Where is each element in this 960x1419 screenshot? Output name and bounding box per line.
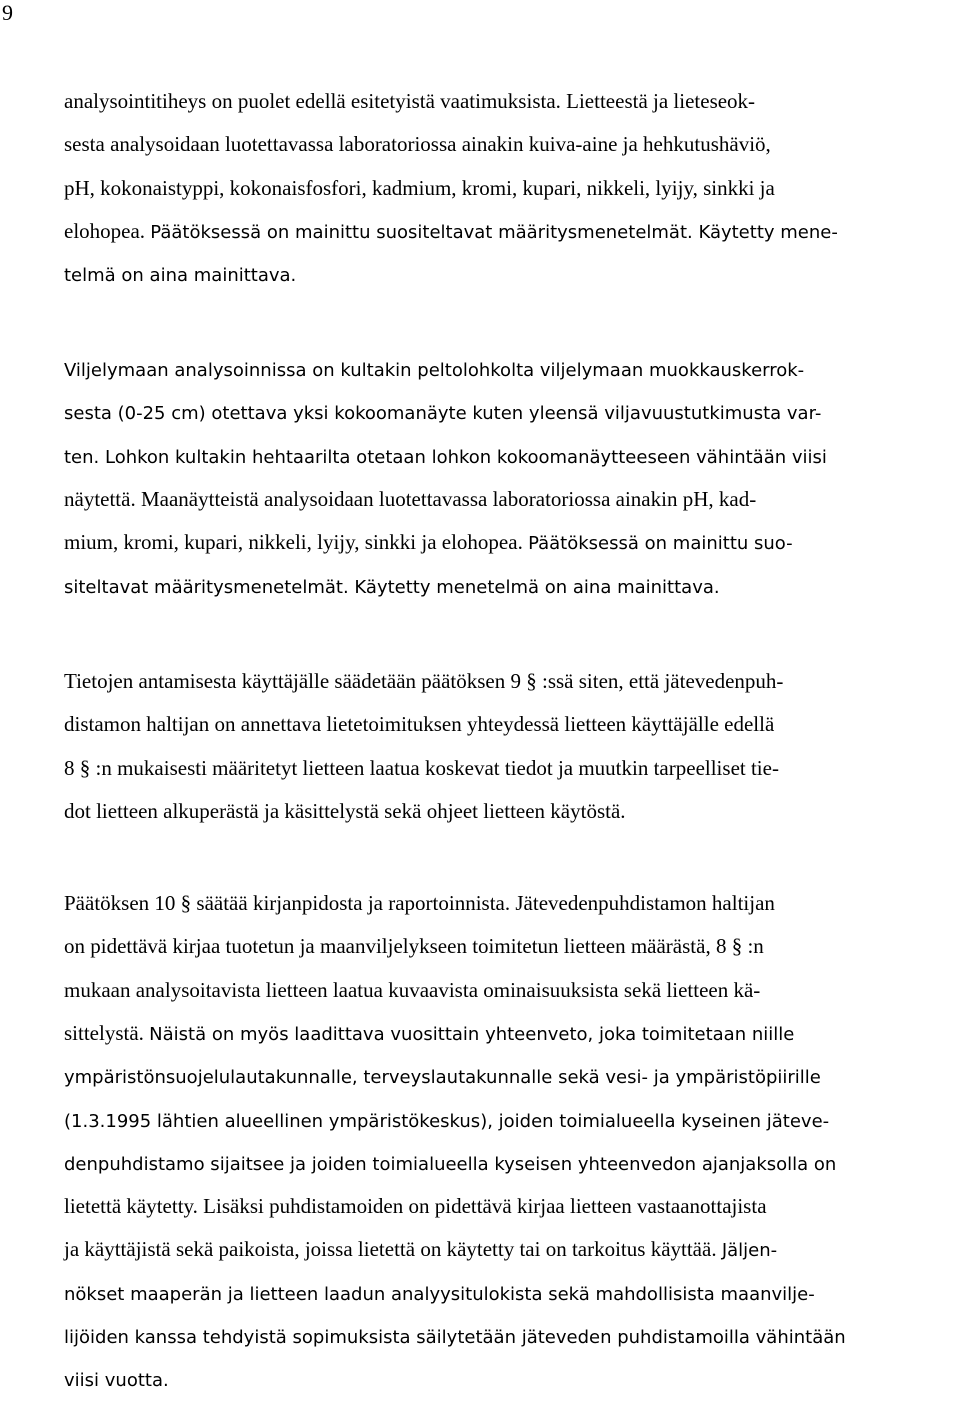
text-line — [64, 1150, 836, 1178]
text-segment: Päätöksessä on mainittu suositeltavat määritysmenetelmät. Käytetty mene- — [150, 222, 838, 243]
text-segment: Näistä on myös laadittava vuosittain yhteenveto, joka toimitetaan niille — [149, 1024, 795, 1045]
text-segment: Lisäksi puhdistamoiden on pidettävä kirjaa lietteen vastaanottajista — [203, 1194, 767, 1218]
text-segment: Tietojen antamisesta käyttäjälle säädetään päätöksen 9 § :ssä siten, että jätevedenpuh- — [64, 669, 784, 693]
text-line — [64, 890, 775, 916]
text-segment: Viljelymaan analysoinnissa on kultakin peltolohkolta viljelymaan muokkauskerrok- — [64, 360, 805, 381]
text-line — [64, 1323, 846, 1351]
text-line — [64, 175, 775, 201]
text-segment: nökset maaperän ja lietteen laadun analyysitulokista sekä mahdollisista maanvilje- — [64, 1284, 815, 1305]
text-line — [64, 131, 771, 157]
text-segment: sesta analysoidaan luotettavassa laboratoriossa ainakin kuiva-aine ja hehkutushäviö, — [64, 132, 771, 156]
text-segment: siteltavat määritysmenetelmät. Käytetty menetelmä on aina mainittava. — [64, 577, 720, 598]
text-line — [64, 399, 821, 427]
text-line — [64, 798, 626, 824]
text-segment: 8 § :n mukaisesti määritetyt lietteen laatua koskevat tiedot ja muutkin tarpeelliset tie- — [64, 756, 779, 780]
text-segment: sesta (0-25 cm) otettava yksi kokoomanäyte kuten yleensä viljavuustutkimusta var- — [64, 403, 822, 424]
text-segment: mukaan analysoitavista lietteen laatua kuvaavista ominaisuuksista sekä lietteen kä- — [64, 978, 761, 1002]
text-segment: on pidettävä kirjaa tuotetun ja maanviljelykseen toimitetun lietteen määrästä, 8 § :n — [64, 934, 764, 958]
text-segment: ten. Lohkon kultakin hehtaarilta otetaan lohkon kokoomanäytteeseen vähintään viisi — [64, 447, 827, 468]
text-segment: ympäristönsuojelulautakunnalle, terveyslautakunnalle sekä vesi- ja ympäristöpiirille — [64, 1067, 821, 1088]
text-line — [64, 711, 774, 737]
text-segment: dot lietteen alkuperästä ja käsittelystä sekä ohjeet lietteen käytöstä. — [64, 799, 626, 823]
text-line — [64, 977, 760, 1003]
text-segment: Päätöksen 10 § säätää kirjanpidosta ja raportoinnista. Jätevedenpuhdistamon haltijan — [64, 891, 775, 915]
text-segment: distamon haltijan on annettava lietetoimituksen yhteydessä lietteen käyttäjälle edellä — [64, 712, 775, 736]
page-number: 9 — [2, 0, 13, 25]
text-segment: elohopea. — [64, 219, 151, 243]
text-segment: analysointitiheys on puolet edellä esitetyistä vaatimuksista. Lietteestä ja lieteseok- — [64, 89, 756, 113]
text-line — [64, 443, 827, 471]
text-segment: ja käyttäjistä sekä paikoista, joissa lietettä on käytetty tai on tarkoitus käyttää. — [64, 1237, 722, 1261]
text-line — [64, 1366, 169, 1394]
text-line — [64, 529, 793, 557]
text-segment: denpuhdistamo sijaitsee ja joiden toimialueella kyseisen yhteenvedon ajanjaksolla on — [64, 1154, 837, 1175]
text-segment: viisi vuotta. — [64, 1370, 169, 1391]
text-segment: pH, kokonaistyppi, kokonaisfosfori, kadmium, kromi, kupari, nikkeli, lyijy, sinkki ja — [64, 176, 775, 200]
text-segment: telmä on aina mainittava. — [64, 265, 297, 286]
text-line — [64, 356, 804, 384]
text-line — [64, 1193, 767, 1219]
text-line — [64, 261, 296, 289]
text-line — [64, 1107, 829, 1135]
text-line — [64, 573, 720, 601]
text-segment: lijöiden kanssa tehdyistä sopimuksista säilytetään jäteveden puhdistamoilla vähintään — [64, 1327, 846, 1348]
text-segment: (1.3.1995 lähtien alueellinen ympäristökeskus), joiden toimialueella kyseinen jäteve- — [64, 1111, 830, 1132]
text-line — [64, 1063, 821, 1091]
text-line — [64, 933, 764, 959]
text-line — [64, 218, 838, 246]
text-segment: näytettä. — [64, 487, 141, 511]
text-segment: lietettä käytetty. — [64, 1194, 204, 1218]
text-line — [64, 668, 783, 694]
text-line — [64, 755, 779, 781]
text-line — [64, 1020, 794, 1048]
text-line — [64, 88, 755, 114]
text-segment: Jäljen- — [721, 1240, 778, 1261]
text-segment: Maanäytteistä analysoidaan luotettavassa laboratoriossa ainakin pH, kad- — [140, 487, 757, 511]
text-line — [64, 1236, 777, 1264]
text-line — [64, 1280, 815, 1308]
text-line — [64, 486, 756, 512]
text-segment: mium, kromi, kupari, nikkeli, lyijy, sinkki ja elohopea. — [64, 530, 529, 554]
text-segment: sittelystä. — [64, 1021, 150, 1045]
text-segment: Päätöksessä on mainittu suo- — [528, 533, 793, 554]
